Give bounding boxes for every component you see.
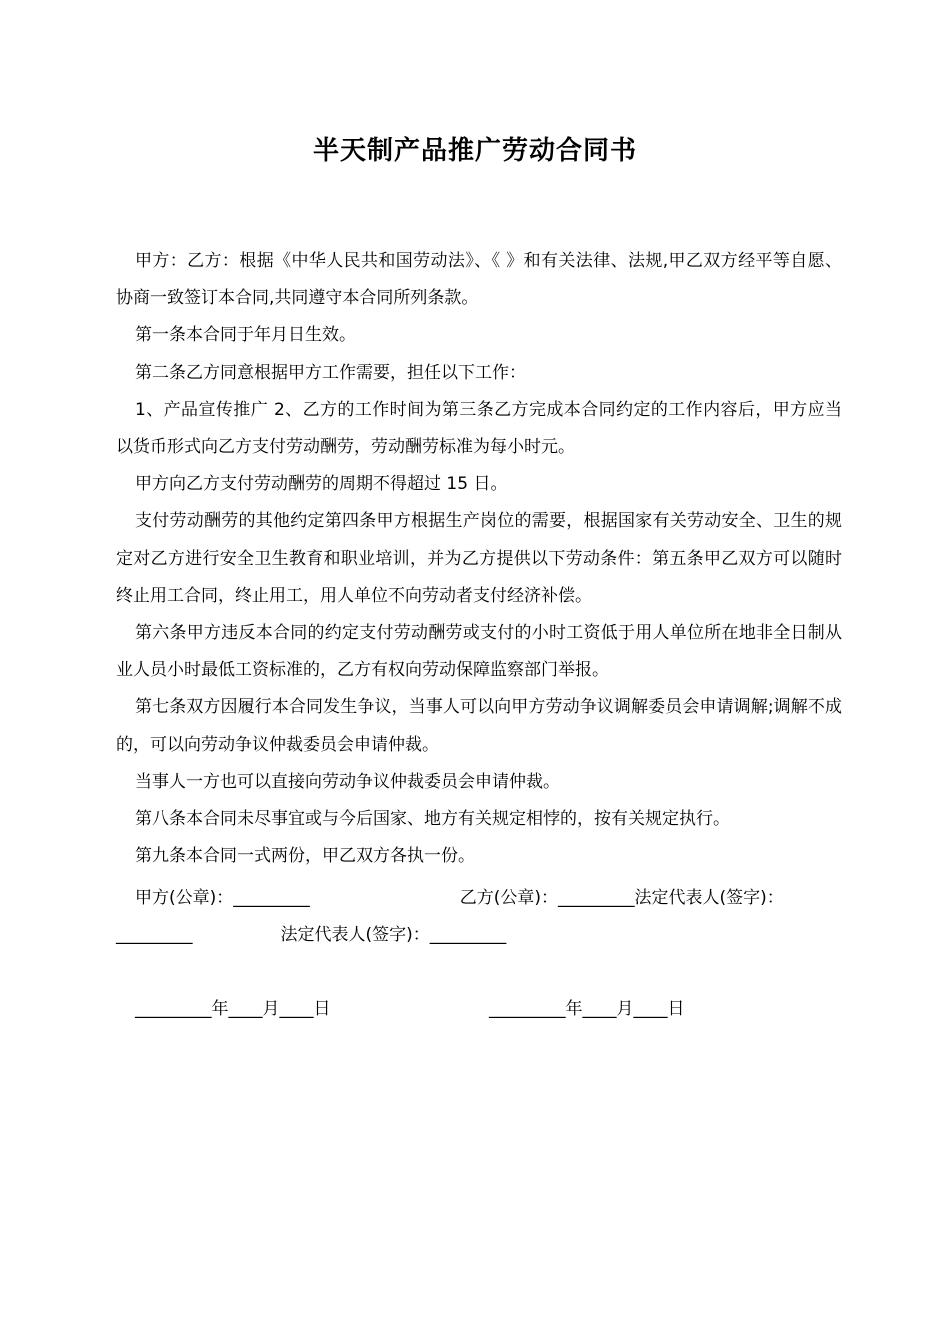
paragraph-article-4-5: 支付劳动酬劳的其他约定第四条甲方根据生产岗位的需要，根据国家有关劳动安全、卫生的规定对乙方进行安全卫生教育和职业培训，并为乙方提供以下劳动条件：第五条甲乙双方可以随时终止用工合同，终止用工，用人单位不向劳动者支付经济补偿。 <box>116 511 842 606</box>
paragraph-pay-period: 甲方向乙方支付劳动酬劳的周期不得超过 15 日。 <box>135 474 508 495</box>
party-a-representative-field: 法定代表人(签字)：_________ <box>280 925 507 946</box>
party-b-representative-field: 法定代表人(签字)：_________ <box>116 888 784 946</box>
paragraph-article-1: 第一条本合同于年月日生效。 <box>135 325 356 346</box>
date-field-left: _________年____月____日 <box>135 999 331 1019</box>
paragraph-arbitration: 当事人一方也可以直接向劳动争议仲裁委员会申请仲裁。 <box>135 771 560 792</box>
contract-body <box>116 243 842 875</box>
paragraph-article-8: 第八条本合同未尽事宜或与今后国家、地方有关规定相悖的，按有关规定执行。 <box>135 809 730 830</box>
paragraph-article-7: 第七条双方因履行本合同发生争议，当事人可以向甲方劳动争议调解委员会申请调解;调解不成的，可以向劳动争议仲裁委员会申请仲裁。 <box>116 697 842 755</box>
paragraph-work-items: 1、产品宣传推广 2、乙方的工作时间为第三条乙方完成本合同约定的工作内容后，甲方应当以货币形式向乙方支付劳动酬劳，劳动酬劳标准为每小时元。 <box>116 399 842 458</box>
paragraph-article-2: 第二条乙方同意根据甲方工作需要，担任以下工作： <box>135 362 526 383</box>
paragraph-preamble: 甲方：乙方：根据《中华人民共和国劳动法》、《 》和有关法律、法规,甲乙双方经平等自愿、协商一致签订本合同,共同遵守本合同所列条款。 <box>116 251 842 309</box>
party-b-seal-field: 乙方(公章)：_________ <box>459 888 635 908</box>
paragraph-article-9: 第九条本合同一式两份，甲乙双方各执一份。 <box>135 846 475 867</box>
document-title: 半天制产品推广劳动合同书 <box>312 136 637 166</box>
paragraph-article-6: 第六条甲方违反本合同的约定支付劳动酬劳或支付的小时工资低于用人单位所在地非全日制从业人员小时最低工资标准的，乙方有权向劳动保障监察部门举报。 <box>116 623 842 681</box>
party-a-seal-field: 甲方(公章)：_________ <box>135 888 310 908</box>
signature-block <box>116 880 842 954</box>
date-field-right: _________年____月____日 <box>489 999 685 1019</box>
